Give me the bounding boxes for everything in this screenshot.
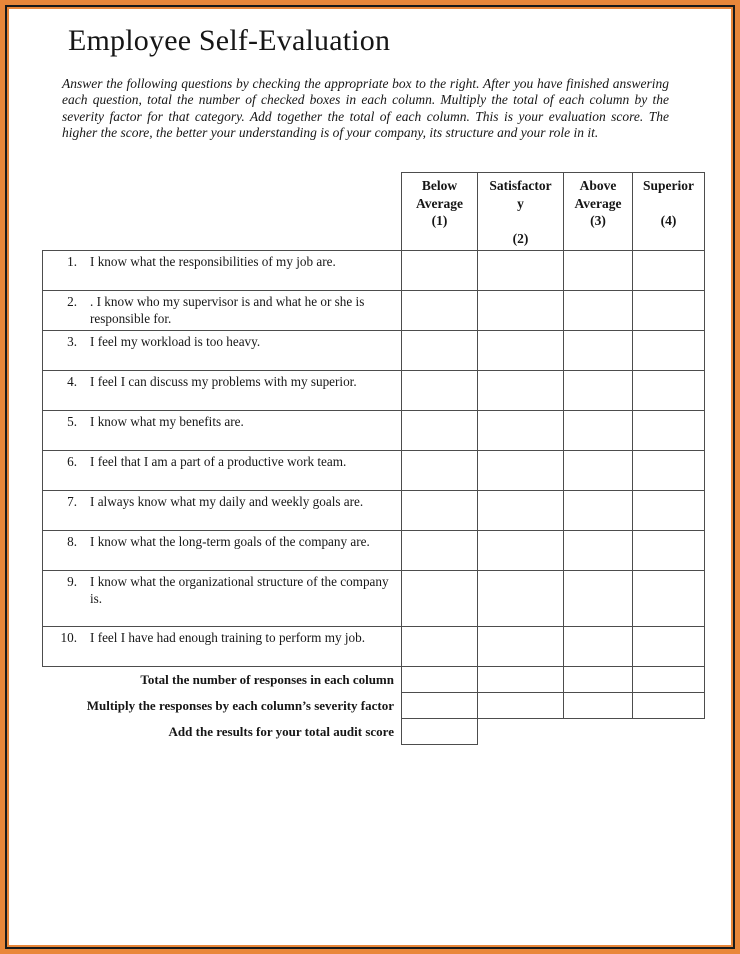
answer-cell[interactable]	[633, 371, 705, 411]
total-cell[interactable]	[478, 667, 564, 693]
answer-cell[interactable]	[478, 571, 564, 627]
evaluation-table	[42, 172, 705, 745]
question-number: 9.	[67, 574, 77, 589]
answer-cell[interactable]	[402, 627, 478, 667]
question-text-wrap	[51, 454, 397, 471]
question-cell	[43, 491, 402, 531]
answer-cell[interactable]	[633, 251, 705, 291]
question-number: 7.	[67, 494, 77, 509]
question-cell	[43, 291, 402, 331]
question-text: . I know who my supervisor is and what he or she is responsible for.	[90, 294, 365, 326]
column-header-line: (2)	[512, 230, 529, 246]
answer-cell[interactable]	[402, 411, 478, 451]
answer-cell[interactable]	[633, 291, 705, 331]
table-row	[43, 331, 705, 371]
total-cell[interactable]	[402, 693, 478, 719]
question-cell	[43, 531, 402, 571]
answer-cell[interactable]	[633, 571, 705, 627]
total-cell[interactable]	[402, 667, 478, 693]
answer-cell[interactable]	[402, 371, 478, 411]
question-number: 3.	[67, 334, 77, 349]
column-header-line: Average	[416, 195, 463, 211]
answer-cell[interactable]	[402, 451, 478, 491]
question-text-wrap	[51, 574, 397, 607]
question-cell	[43, 411, 402, 451]
question-text: I feel my workload is too heavy.	[90, 334, 261, 349]
column-header-1	[402, 173, 478, 251]
answer-cell[interactable]	[402, 571, 478, 627]
column-header-2	[478, 173, 564, 251]
total-cell[interactable]	[478, 693, 564, 719]
question-text: I always know what my daily and weekly goals are.	[90, 494, 364, 509]
question-text-wrap	[51, 630, 397, 647]
question-number: 1.	[67, 254, 77, 269]
footer-row	[43, 667, 705, 693]
answer-cell[interactable]	[633, 451, 705, 491]
empty-cell	[564, 719, 633, 745]
answer-cell[interactable]	[402, 491, 478, 531]
answer-cell[interactable]	[564, 451, 633, 491]
question-cell	[43, 571, 402, 627]
answer-cell[interactable]	[633, 491, 705, 531]
question-number: 8.	[67, 534, 77, 549]
column-header-line: Below	[421, 178, 458, 193]
answer-cell[interactable]	[478, 451, 564, 491]
column-header-line: (4)	[660, 213, 677, 228]
answer-cell[interactable]	[564, 571, 633, 627]
answer-cell[interactable]	[402, 291, 478, 331]
column-header-line: Average	[574, 195, 622, 211]
header-row	[43, 173, 705, 251]
column-header-line: Superior	[642, 178, 694, 193]
total-cell[interactable]	[564, 667, 633, 693]
total-cell[interactable]	[564, 693, 633, 719]
answer-cell[interactable]	[478, 371, 564, 411]
column-header-line	[478, 212, 563, 230]
answer-cell[interactable]	[564, 491, 633, 531]
answer-cell[interactable]	[478, 251, 564, 291]
question-cell	[43, 251, 402, 291]
footer-label: Total the number of responses in each column	[140, 671, 394, 687]
answer-cell[interactable]	[478, 331, 564, 371]
answer-cell[interactable]	[564, 251, 633, 291]
footer-row	[43, 693, 705, 719]
question-text-wrap	[51, 334, 397, 351]
question-cell	[43, 627, 402, 667]
question-number: 4.	[67, 374, 77, 389]
question-text-wrap	[51, 254, 397, 271]
column-header-line: (1)	[431, 213, 448, 228]
empty-cell	[478, 719, 564, 745]
question-text: I feel that I am a part of a productive work team.	[90, 454, 347, 469]
answer-cell[interactable]	[402, 251, 478, 291]
question-number: 2.	[67, 294, 77, 309]
answer-cell[interactable]	[478, 291, 564, 331]
footer-rows	[43, 667, 705, 745]
answer-cell[interactable]	[564, 331, 633, 371]
table-row	[43, 451, 705, 491]
total-cell[interactable]	[633, 693, 705, 719]
question-text: I know what the long-term goals of the company are.	[90, 534, 370, 549]
answer-cell[interactable]	[564, 371, 633, 411]
question-text-wrap	[51, 494, 397, 511]
page-title: Employee Self-Evaluation	[68, 24, 391, 57]
footer-label: Add the results for your total audit score	[168, 723, 394, 739]
answer-cell[interactable]	[478, 531, 564, 571]
question-text: I know what the organizational structure of the company is.	[90, 574, 389, 606]
table-row	[43, 411, 705, 451]
total-cell[interactable]	[402, 719, 478, 745]
question-text-wrap	[51, 374, 397, 391]
answer-cell[interactable]	[633, 331, 705, 371]
column-header-3	[564, 173, 633, 251]
table-row	[43, 531, 705, 571]
answer-cell[interactable]	[633, 627, 705, 667]
header-spacer-cell	[43, 173, 402, 251]
question-number: 10.	[60, 630, 77, 645]
table-header	[43, 173, 705, 251]
empty-cell	[633, 719, 705, 745]
question-number: 6.	[67, 454, 77, 469]
answer-cell[interactable]	[564, 531, 633, 571]
table-row	[43, 491, 705, 531]
column-header-4	[633, 173, 705, 251]
question-text-wrap	[51, 414, 397, 431]
question-number: 5.	[67, 414, 77, 429]
question-text: I know what the responsibilities of my job are.	[90, 254, 336, 269]
table-row	[43, 251, 705, 291]
answer-cell[interactable]	[478, 411, 564, 451]
answer-cell[interactable]	[633, 531, 705, 571]
total-cell[interactable]	[633, 667, 705, 693]
question-rows	[43, 251, 705, 667]
table-row	[43, 627, 705, 667]
column-header-line	[633, 195, 704, 213]
answer-cell[interactable]	[564, 627, 633, 667]
column-header-line: (3)	[590, 213, 606, 228]
question-text: I feel I have had enough training to perform my job.	[90, 630, 366, 645]
question-cell	[43, 331, 402, 371]
footer-label: Multiply the responses by each column’s severity factor	[86, 697, 394, 713]
answer-cell[interactable]	[402, 531, 478, 571]
table-row	[43, 571, 705, 627]
question-cell	[43, 371, 402, 411]
answer-cell[interactable]	[478, 491, 564, 531]
column-header-line: Above	[579, 178, 617, 193]
footer-row	[43, 719, 705, 745]
answer-cell[interactable]	[564, 411, 633, 451]
column-header-line: y	[517, 195, 524, 211]
answer-cell[interactable]	[478, 627, 564, 667]
answer-cell[interactable]	[402, 331, 478, 371]
column-header-line: Satisfactor	[489, 178, 552, 193]
table-row	[43, 371, 705, 411]
answer-cell[interactable]	[633, 411, 705, 451]
question-text-wrap	[51, 294, 397, 327]
answer-cell[interactable]	[564, 291, 633, 331]
question-text: I know what my benefits are.	[90, 414, 244, 429]
question-cell	[43, 451, 402, 491]
intro-paragraph: Answer the following questions by checking the appropriate box to the right. After you have finished answering each question, total the number of checked boxes in each column. Multiply the total of each column by the severity factor for that category. Add together the total of each column. This is your evaluation score. The higher the score, the better your understanding is of your company, its structure and your role in it.	[62, 76, 669, 140]
table-row	[43, 291, 705, 331]
question-text-wrap	[51, 534, 397, 551]
question-text: I feel I can discuss my problems with my superior.	[90, 374, 357, 389]
